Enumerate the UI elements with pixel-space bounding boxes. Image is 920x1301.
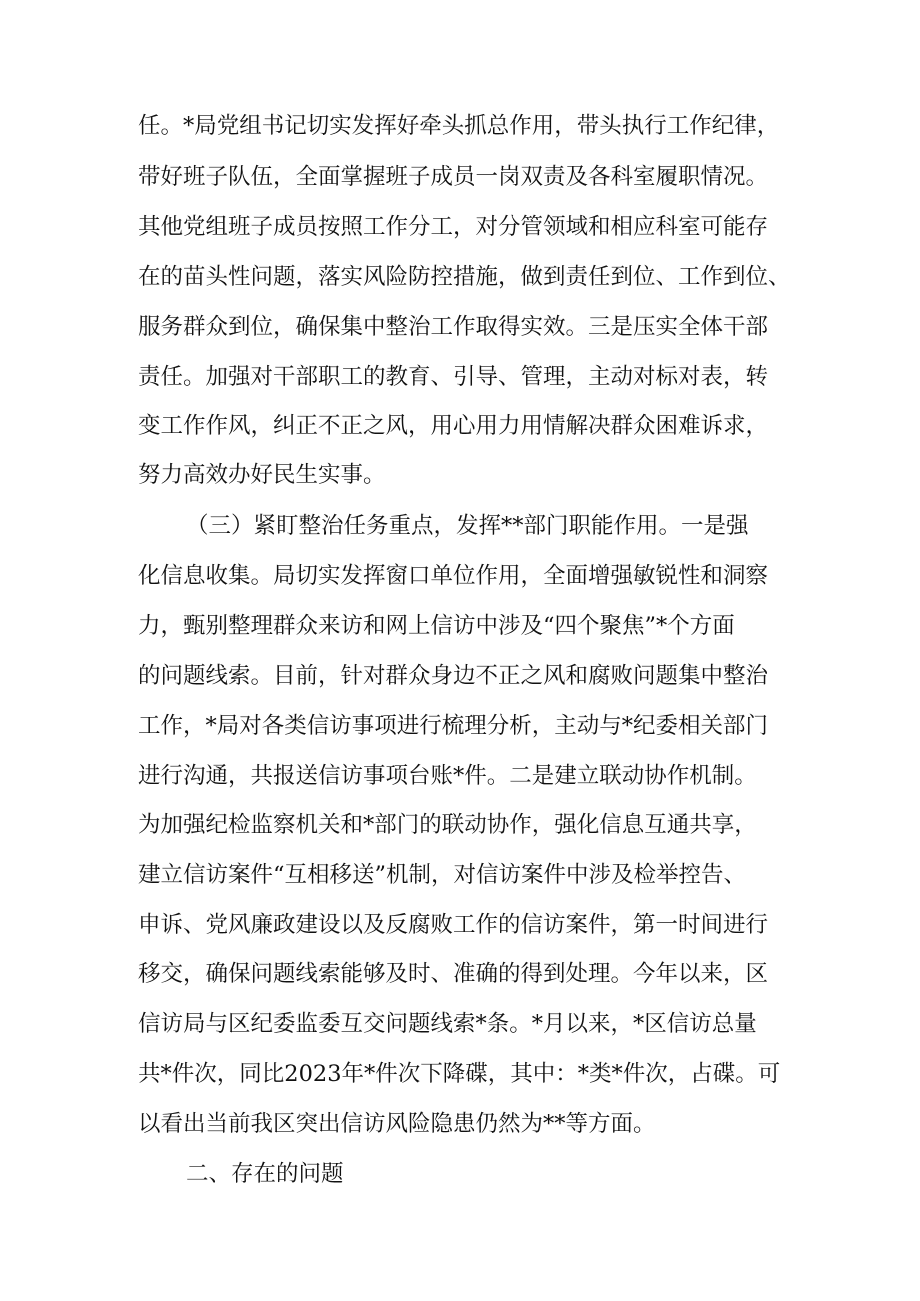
- paragraph-line: 责任。加强对干部职工的教育、引导、管理，主动对标对表，转: [138, 364, 769, 390]
- paragraph-line: （三）紧盯整治任务重点，发挥**部门职能作用。一是强: [186, 513, 749, 539]
- paragraph-line: 服务群众到位，确保集中整治工作取得实效。三是压实全体干部: [138, 314, 769, 340]
- paragraph-line: 化信息收集。局切实发挥窗口单位作用，全面增强敏锐性和洞察: [138, 563, 769, 589]
- paragraph-line: 为加强纪检监察机关和*部门的联动协作，强化信息互通共享，: [138, 812, 757, 838]
- paragraph-line: 的问题线索。目前，针对群众身边不正之风和腐败问题集中整治: [138, 663, 769, 689]
- paragraph-line: 努力高效办好民生实事。: [138, 462, 386, 488]
- paragraph-line: 申诉、党风廉政建设以及反腐败工作的信访案件，第一时间进行: [138, 912, 769, 938]
- paragraph-line: 工作，*局对各类信访事项进行梳理分析，主动与*纪委相关部门: [138, 713, 769, 739]
- paragraph-line: 任。*局党组书记切实发挥好牵头抓总作用，带头执行工作纪律，: [138, 113, 780, 139]
- paragraph-line: 移交，确保问题线索能够及时、准确的得到处理。今年以来，区: [138, 961, 769, 987]
- paragraph-line: 以看出当前我区突出信访风险隐患仍然为**等方面。: [138, 1111, 656, 1137]
- paragraph-line: 变工作作风，纠正不正之风，用心用力用情解决群众困难诉求，: [138, 413, 769, 439]
- paragraph-line: 带好班子队伍，全面掌握班子成员一岗双责及各科室履职情况。: [138, 164, 769, 190]
- paragraph-line: 共*件次，同比2023年*件次下降碟，其中：*类*件次，占碟。可: [138, 1061, 781, 1087]
- paragraph-line: 在的苗头性问题，落实风险防控措施，做到责任到位、工作到位、: [138, 264, 791, 290]
- paragraph-line: 其他党组班子成员按照工作分工，对分管领域和相应科室可能存: [138, 214, 769, 240]
- paragraph-line: 力，甄别整理群众来访和网上信访中涉及“四个聚焦”*个方面: [138, 613, 735, 639]
- paragraph-line: 建立信访案件“互相移送”机制，对信访案件中涉及检举控告、: [138, 862, 747, 888]
- paragraph-line: 进行沟通，共报送信访事项台账*件。二是建立联动协作机制。: [138, 763, 757, 789]
- paragraph-line: 信访局与区纪委监委互交问题线索*条。*月以来，*区信访总量: [138, 1011, 757, 1037]
- section-heading: 二、存在的问题: [186, 1161, 344, 1187]
